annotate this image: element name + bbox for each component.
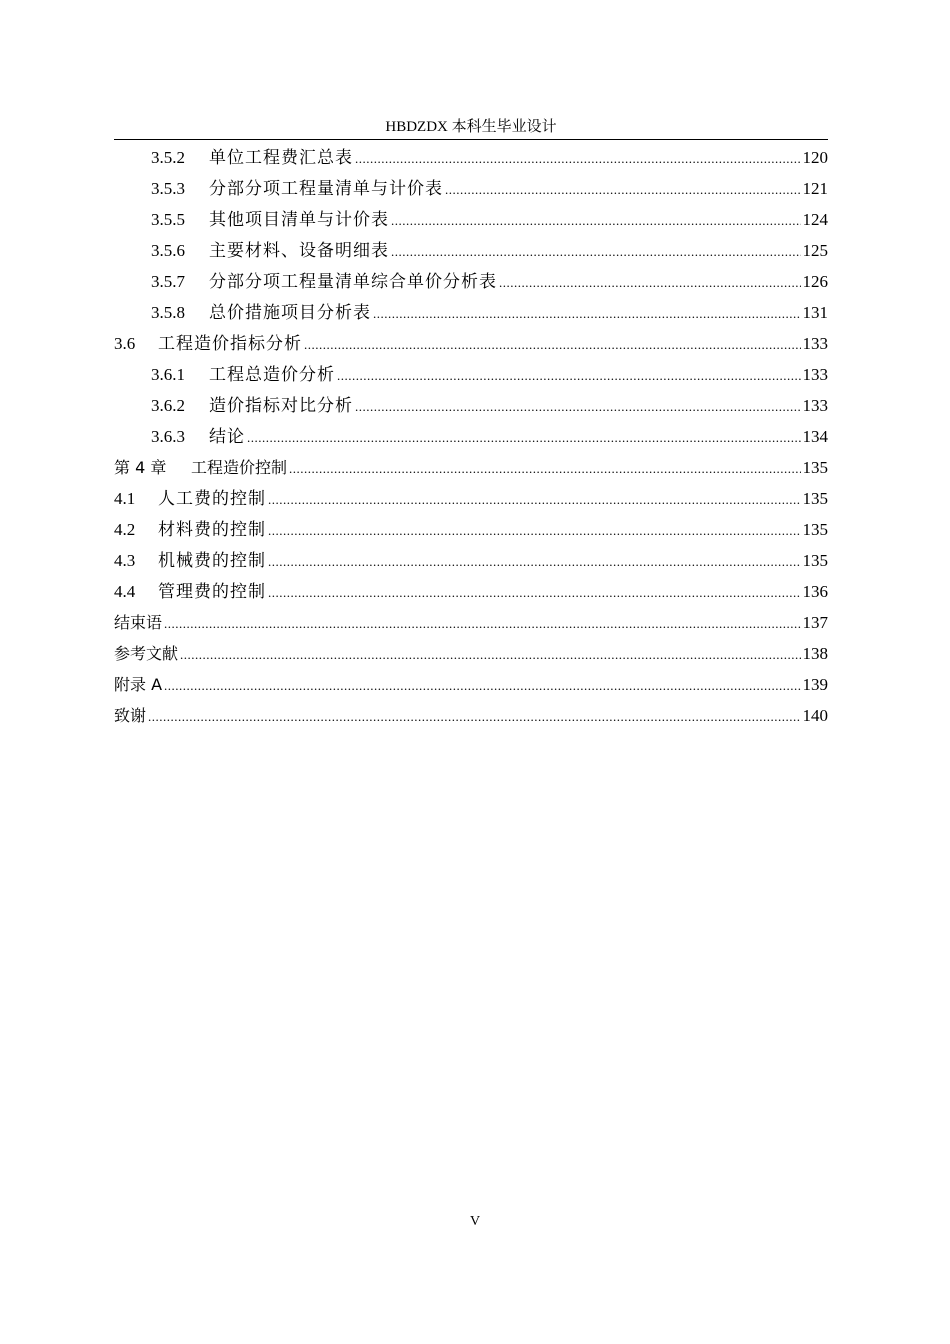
toc-dot-leader [148, 701, 800, 732]
toc-entry[interactable] [114, 297, 828, 328]
toc-dot-leader [355, 391, 801, 422]
toc-entry-title: 管理费的控制 [158, 582, 266, 601]
toc-entry[interactable] [114, 545, 828, 576]
toc-dot-leader [268, 577, 801, 608]
toc-entry-page: 125 [802, 241, 828, 260]
toc-entry-page: 135 [802, 551, 828, 570]
toc-entry-title: 工程总造价分析 [209, 365, 335, 384]
toc-entry-number: 4.1 [114, 489, 136, 508]
toc-entry-title: 分部分项工程量清单与计价表 [209, 179, 443, 198]
toc-entry-title: 造价指标对比分析 [209, 396, 353, 415]
toc-entry[interactable] [114, 235, 828, 266]
toc-dot-leader [164, 670, 800, 701]
toc-entry[interactable] [114, 700, 828, 731]
toc-entry[interactable] [114, 328, 828, 359]
toc-dot-leader [164, 608, 800, 639]
toc-dot-leader [247, 422, 801, 453]
toc-entry-page: 124 [802, 210, 828, 229]
toc-entry-page: 140 [802, 706, 828, 725]
toc-entry-number: 3.5.7 [151, 272, 185, 291]
toc-entry[interactable] [114, 359, 828, 390]
toc-entry-number: 3.5.6 [151, 241, 185, 260]
toc-dot-leader [268, 484, 801, 515]
toc-entry-title: 附录 A [114, 675, 163, 694]
toc-entry-page: 131 [802, 303, 828, 322]
toc-entry[interactable] [114, 266, 828, 297]
toc-entry-page: 137 [802, 613, 828, 632]
toc-entry-title: 分部分项工程量清单综合单价分析表 [209, 272, 497, 291]
toc-entry-number: 第 4 章 [114, 458, 167, 477]
toc-dot-leader [391, 205, 801, 236]
toc-entry-title: 致谢 [114, 706, 147, 725]
toc-entry-page: 126 [802, 272, 828, 291]
toc-entry-page: 121 [802, 179, 828, 198]
toc-entry-number: 4.4 [114, 582, 136, 601]
toc-entry-page: 135 [802, 458, 828, 477]
toc-dot-leader [289, 453, 800, 484]
toc-entry-number: 3.5.2 [151, 148, 185, 167]
toc-entry[interactable] [114, 607, 828, 638]
toc-entry-title: 材料费的控制 [158, 520, 266, 539]
toc-dot-leader [268, 546, 801, 577]
toc-dot-leader [180, 639, 800, 670]
toc-entry-number: 3.6.1 [151, 365, 185, 384]
toc-entry-page: 133 [802, 334, 828, 353]
toc-entry[interactable] [114, 452, 828, 483]
header-rule [114, 139, 828, 140]
toc-entry-title: 机械费的控制 [158, 551, 266, 570]
toc-entry-page: 133 [802, 365, 828, 384]
toc-entry[interactable] [114, 421, 828, 452]
toc-entry-page: 135 [802, 489, 828, 508]
toc-dot-leader [391, 236, 801, 267]
toc-entry-page: 133 [802, 396, 828, 415]
toc-entry[interactable] [114, 483, 828, 514]
toc-entry-title: 其他项目清单与计价表 [209, 210, 389, 229]
toc-entry-number: 3.6.3 [151, 427, 185, 446]
toc-entry-number: 3.5.3 [151, 179, 185, 198]
toc-entry-title: 工程造价控制 [191, 458, 288, 477]
toc-dot-leader [268, 515, 801, 546]
toc-entry[interactable] [114, 638, 828, 669]
page-header: HBDZDX 本科生毕业设计 [385, 119, 557, 135]
toc-dot-leader [304, 329, 801, 360]
toc-entry-title: 总价措施项目分析表 [209, 303, 371, 322]
toc-entry-number: 4.2 [114, 520, 136, 539]
toc-entry-title: 结束语 [114, 613, 163, 632]
toc-entry-number: 3.6 [114, 334, 136, 353]
toc-dot-leader [373, 298, 801, 329]
toc-dot-leader [355, 143, 801, 174]
toc-entry-number: 3.5.5 [151, 210, 185, 229]
toc-entry-title: 人工费的控制 [158, 489, 266, 508]
toc-entry[interactable] [114, 204, 828, 235]
toc-dot-leader [337, 360, 801, 391]
toc-entry-page: 135 [802, 520, 828, 539]
toc-entry[interactable] [114, 142, 828, 173]
toc-entry-page: 120 [802, 148, 828, 167]
toc-entry[interactable] [114, 514, 828, 545]
toc-entry-title: 工程造价指标分析 [158, 334, 302, 353]
toc-entry[interactable] [114, 390, 828, 421]
toc-entry-number: 3.6.2 [151, 396, 185, 415]
toc-dot-leader [499, 267, 801, 298]
toc-entry-number: 3.5.8 [151, 303, 185, 322]
toc-entry-page: 134 [802, 427, 828, 446]
toc-entry-title: 结论 [209, 427, 245, 446]
toc-entry-page: 138 [802, 644, 828, 663]
toc-entry-page: 136 [802, 582, 828, 601]
toc-entry-title: 主要材料、设备明细表 [209, 241, 389, 260]
toc-entry-title: 单位工程费汇总表 [209, 148, 353, 167]
toc-entry-page: 139 [802, 675, 828, 694]
toc-entry-title: 参考文献 [114, 644, 179, 663]
page-number: V [469, 1214, 481, 1229]
toc-entry[interactable] [114, 576, 828, 607]
toc-entry[interactable] [114, 669, 828, 700]
toc-entry[interactable] [114, 173, 828, 204]
table-of-contents [114, 142, 828, 731]
toc-entry-number: 4.3 [114, 551, 136, 570]
toc-dot-leader [445, 174, 801, 205]
